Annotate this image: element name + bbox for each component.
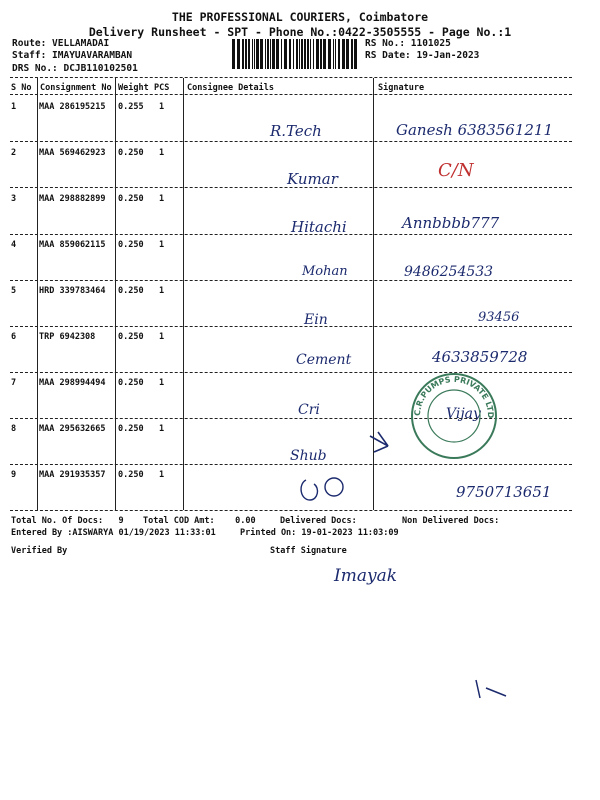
- barcode-bar: [301, 39, 303, 69]
- row-rule: [10, 280, 572, 281]
- column-divider: [183, 78, 184, 510]
- barcode-bar: [335, 39, 336, 69]
- barcode-bar: [270, 39, 271, 69]
- barcode-bar: [252, 39, 253, 69]
- row-pcs: 1: [159, 378, 165, 388]
- barcode-bar: [351, 39, 353, 69]
- barcode-bar: [289, 39, 291, 69]
- delivered-docs: Delivered Docs:: [280, 516, 357, 526]
- barcode-bar: [245, 39, 247, 69]
- rs-number: RS No.: 1101025: [365, 38, 451, 49]
- row-rule: [10, 234, 572, 235]
- barcode-bar: [328, 39, 331, 69]
- barcode-bar: [323, 39, 326, 69]
- barcode: [232, 39, 360, 69]
- barcode-bar: [346, 39, 349, 69]
- row-pcs: 1: [159, 102, 165, 112]
- barcode-bar: [342, 39, 345, 69]
- row-sno: 2: [11, 148, 17, 158]
- table-header-rule: [10, 94, 572, 95]
- row-weight: 0.250: [118, 332, 144, 342]
- row-weight: 0.250: [118, 286, 144, 296]
- total-cod-amount: Total COD Amt: 0.00: [143, 516, 256, 526]
- col-header-consignee: Consignee Details: [187, 83, 274, 93]
- row-rule: [10, 464, 572, 465]
- row-weight: 0.250: [118, 378, 144, 388]
- column-divider: [115, 78, 116, 510]
- staff-signature-handwriting: Imayak: [334, 566, 398, 586]
- entered-by: Entered By :AISWARYA 01/19/2023 11:33:01: [11, 528, 216, 538]
- printed-on: Printed On: 19-01-2023 11:03:09: [240, 528, 399, 538]
- barcode-bar: [265, 39, 266, 69]
- row-consignment-no: MAA 286195215: [39, 102, 106, 112]
- row-sno: 9: [11, 470, 17, 480]
- barcode-bar: [276, 39, 279, 69]
- barcode-bar: [272, 39, 275, 69]
- column-divider: [373, 78, 374, 510]
- table-top-rule: [10, 77, 572, 78]
- row-consignment-no: MAA 291935357: [39, 470, 106, 480]
- company-title: THE PROFESSIONAL COURIERS, Coimbatore: [171, 10, 429, 24]
- barcode-bar: [304, 39, 306, 69]
- row-pcs: 1: [159, 332, 165, 342]
- col-header-sno: S No: [11, 83, 32, 93]
- barcode-bar: [267, 39, 269, 69]
- row-rule: [10, 187, 572, 188]
- row-sno: 6: [11, 332, 17, 342]
- barcode-bar: [281, 39, 282, 69]
- row-consignment-no: MAA 298882899: [39, 194, 106, 204]
- signature-handwriting: Vijay: [446, 406, 481, 422]
- signature-handwriting: C/N: [438, 160, 474, 181]
- signature-handwriting: 4633859728: [432, 348, 528, 366]
- row-consignment-no: MAA 295632665: [39, 424, 106, 434]
- row-sno: 5: [11, 286, 17, 296]
- signature-handwriting: 9750713651: [456, 483, 552, 501]
- barcode-bar: [284, 39, 287, 69]
- barcode-bar: [237, 39, 240, 69]
- barcode-bar: [316, 39, 319, 69]
- barcode-bar: [296, 39, 298, 69]
- signature-handwriting: Annbbbb777: [402, 214, 500, 232]
- row-sno: 7: [11, 378, 17, 388]
- barcode-bar: [232, 39, 235, 69]
- column-divider: [37, 78, 38, 510]
- row-pcs: 1: [159, 286, 165, 296]
- consignee-handwriting: Shub: [290, 448, 327, 464]
- barcode-bar: [338, 39, 340, 69]
- barcode-bar: [242, 39, 244, 69]
- row-sno: 1: [11, 102, 17, 112]
- row-consignment-no: MAA 859062115: [39, 240, 106, 250]
- staff-signature-label: Staff Signature: [270, 546, 347, 556]
- barcode-bar: [333, 39, 334, 69]
- scribble-mark: [301, 480, 317, 500]
- row-consignment-no: MAA 569462923: [39, 148, 106, 158]
- barcode-bar: [313, 39, 314, 69]
- barcode-bar: [320, 39, 322, 69]
- table-bottom-rule: [10, 510, 572, 511]
- row-consignment-no: MAA 298994494: [39, 378, 106, 388]
- col-header-consignment: Consignment No: [40, 83, 112, 93]
- barcode-bar: [299, 39, 300, 69]
- row-rule: [10, 141, 572, 142]
- row-sno: 3: [11, 194, 17, 204]
- circled-mark: [325, 478, 343, 496]
- barcode-bar: [354, 39, 357, 69]
- row-pcs: 1: [159, 194, 165, 204]
- row-weight: 0.250: [118, 148, 144, 158]
- row-pcs: 1: [159, 240, 165, 250]
- signature-handwriting: 9486254533: [404, 264, 494, 280]
- barcode-bar: [256, 39, 259, 69]
- company-stamp: [408, 370, 500, 462]
- row-rule: [10, 326, 572, 327]
- row-consignment-no: TRP 6942308: [39, 332, 96, 342]
- consignee-handwriting: Cri: [298, 402, 320, 418]
- col-header-signature: Signature: [378, 83, 425, 93]
- drs-number: DRS No.: DCJB110102501: [12, 63, 138, 74]
- consignee-handwriting: R.Tech: [270, 122, 322, 140]
- consignee-handwriting: Mohan: [302, 264, 348, 279]
- stamp-text: C.R.PUMPS PRIVATE LTD: [412, 374, 496, 419]
- signature-handwriting: Ganesh 6383561211: [396, 121, 554, 139]
- row-consignment-no: HRD 339783464: [39, 286, 106, 296]
- row-weight: 0.250: [118, 194, 144, 204]
- signature-handwriting: 93456: [478, 310, 520, 325]
- total-docs: Total No. Of Docs: 9: [11, 516, 124, 526]
- barcode-bar: [254, 39, 255, 69]
- barcode-bar: [260, 39, 263, 69]
- consignee-handwriting: Hitachi: [291, 218, 347, 236]
- staff-label: Staff: IMAYUAVARAMBAN: [12, 50, 133, 61]
- runsheet-subtitle: Delivery Runsheet - SPT - Phone No.:0422-3505555 - Page No.:1: [88, 25, 512, 39]
- col-header-pcs: PCS: [154, 83, 170, 93]
- row-weight: 0.250: [118, 240, 144, 250]
- consignee-handwriting: Kumar: [287, 170, 338, 188]
- barcode-bar: [293, 39, 294, 69]
- row-weight: 0.255: [118, 102, 144, 112]
- consignee-handwriting: Cement: [296, 352, 352, 368]
- tick-mark: [476, 680, 506, 698]
- col-header-weight: Weight: [118, 83, 149, 93]
- row-weight: 0.250: [118, 424, 144, 434]
- row-pcs: 1: [159, 148, 165, 158]
- row-sno: 8: [11, 424, 17, 434]
- row-weight: 0.250: [118, 470, 144, 480]
- consignee-handwriting: Ein: [304, 312, 328, 328]
- barcode-bar: [248, 39, 250, 69]
- rs-date: RS Date: 19-Jan-2023: [365, 50, 480, 61]
- row-sno: 4: [11, 240, 17, 250]
- route-label: Route: VELLAMADAI: [12, 38, 110, 49]
- row-pcs: 1: [159, 424, 165, 434]
- row-pcs: 1: [159, 470, 165, 480]
- verified-by-label: Verified By: [11, 546, 68, 556]
- non-delivered-docs: Non Delivered Docs:: [402, 516, 500, 526]
- barcode-bar: [310, 39, 311, 69]
- barcode-bar: [307, 39, 309, 69]
